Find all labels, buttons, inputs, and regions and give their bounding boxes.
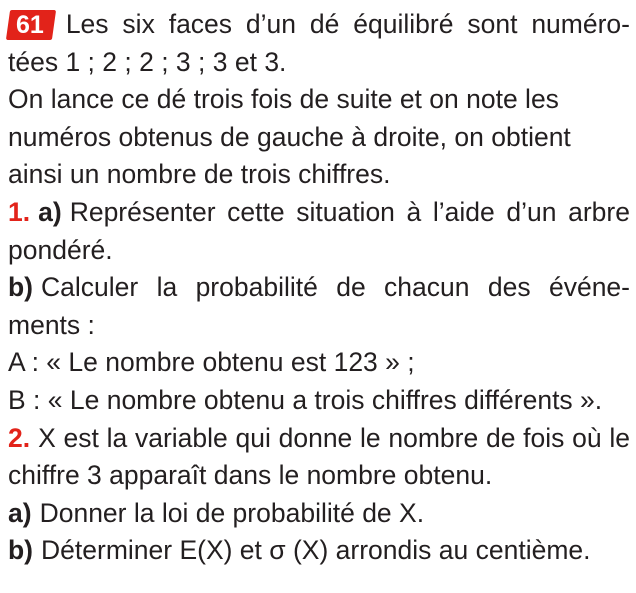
statement-text: On lance ce dé trois fois de suite et on note les bbox=[8, 84, 559, 115]
question-text: X est la variable qui donne le nombre de fois où le bbox=[38, 422, 630, 453]
question-number: 1. bbox=[8, 196, 31, 227]
question-2b-line bbox=[8, 532, 630, 570]
question-text: Calculer la probabilité de chacun des événe- bbox=[41, 272, 630, 303]
statement-text: tées 1 ; 2 ; 2 ; 3 ; 3 et 3. bbox=[8, 46, 287, 77]
event-a-text: A : « Le nombre obtenu est 123 » ; bbox=[8, 347, 415, 378]
statement-line-2 bbox=[8, 44, 630, 82]
question-number: 2. bbox=[8, 422, 31, 453]
statement-text: Les six faces d’un dé équilibré sont numéro- bbox=[65, 9, 630, 39]
question-sub-label: b) bbox=[8, 535, 34, 566]
question-sub-label: a) bbox=[38, 196, 62, 227]
exercise-number-badge bbox=[6, 10, 56, 40]
question-1b-line-1 bbox=[8, 269, 630, 307]
statement-line-1 bbox=[8, 6, 630, 44]
question-2a-line bbox=[8, 495, 630, 533]
question-text: ments : bbox=[8, 309, 95, 340]
question-sub-label: a) bbox=[8, 497, 32, 528]
question-text: Représenter cette situation à l’aide d’un arbre bbox=[69, 196, 630, 227]
question-2-line-2 bbox=[8, 457, 630, 495]
question-text: pondéré. bbox=[8, 234, 113, 265]
statement-line-3 bbox=[8, 81, 630, 119]
statement-line-4 bbox=[8, 119, 630, 157]
question-text: Donner la loi de probabilité de X. bbox=[39, 497, 425, 528]
question-sub-label: b) bbox=[8, 272, 34, 303]
question-text: Déterminer E(X) et σ (X) arrondis au centième. bbox=[41, 535, 591, 566]
question-text: chiffre 3 apparaît dans le nombre obtenu. bbox=[8, 460, 493, 491]
question-2-line-1 bbox=[8, 420, 630, 458]
question-1a-line-2 bbox=[8, 232, 630, 270]
question-1b-line-2 bbox=[8, 307, 630, 345]
event-b-line bbox=[8, 382, 630, 420]
event-b-text: B : « Le nombre obtenu a trois chiffres différents ». bbox=[8, 384, 603, 415]
exercise-number: 61 bbox=[16, 11, 44, 39]
event-a-line bbox=[8, 344, 630, 382]
question-1a-line-1 bbox=[8, 194, 630, 232]
statement-line-5 bbox=[8, 156, 630, 194]
exercise-block bbox=[8, 6, 630, 570]
statement-text: ainsi un nombre de trois chiffres. bbox=[8, 159, 391, 190]
statement-text: numéros obtenus de gauche à droite, on obtient bbox=[8, 121, 571, 152]
